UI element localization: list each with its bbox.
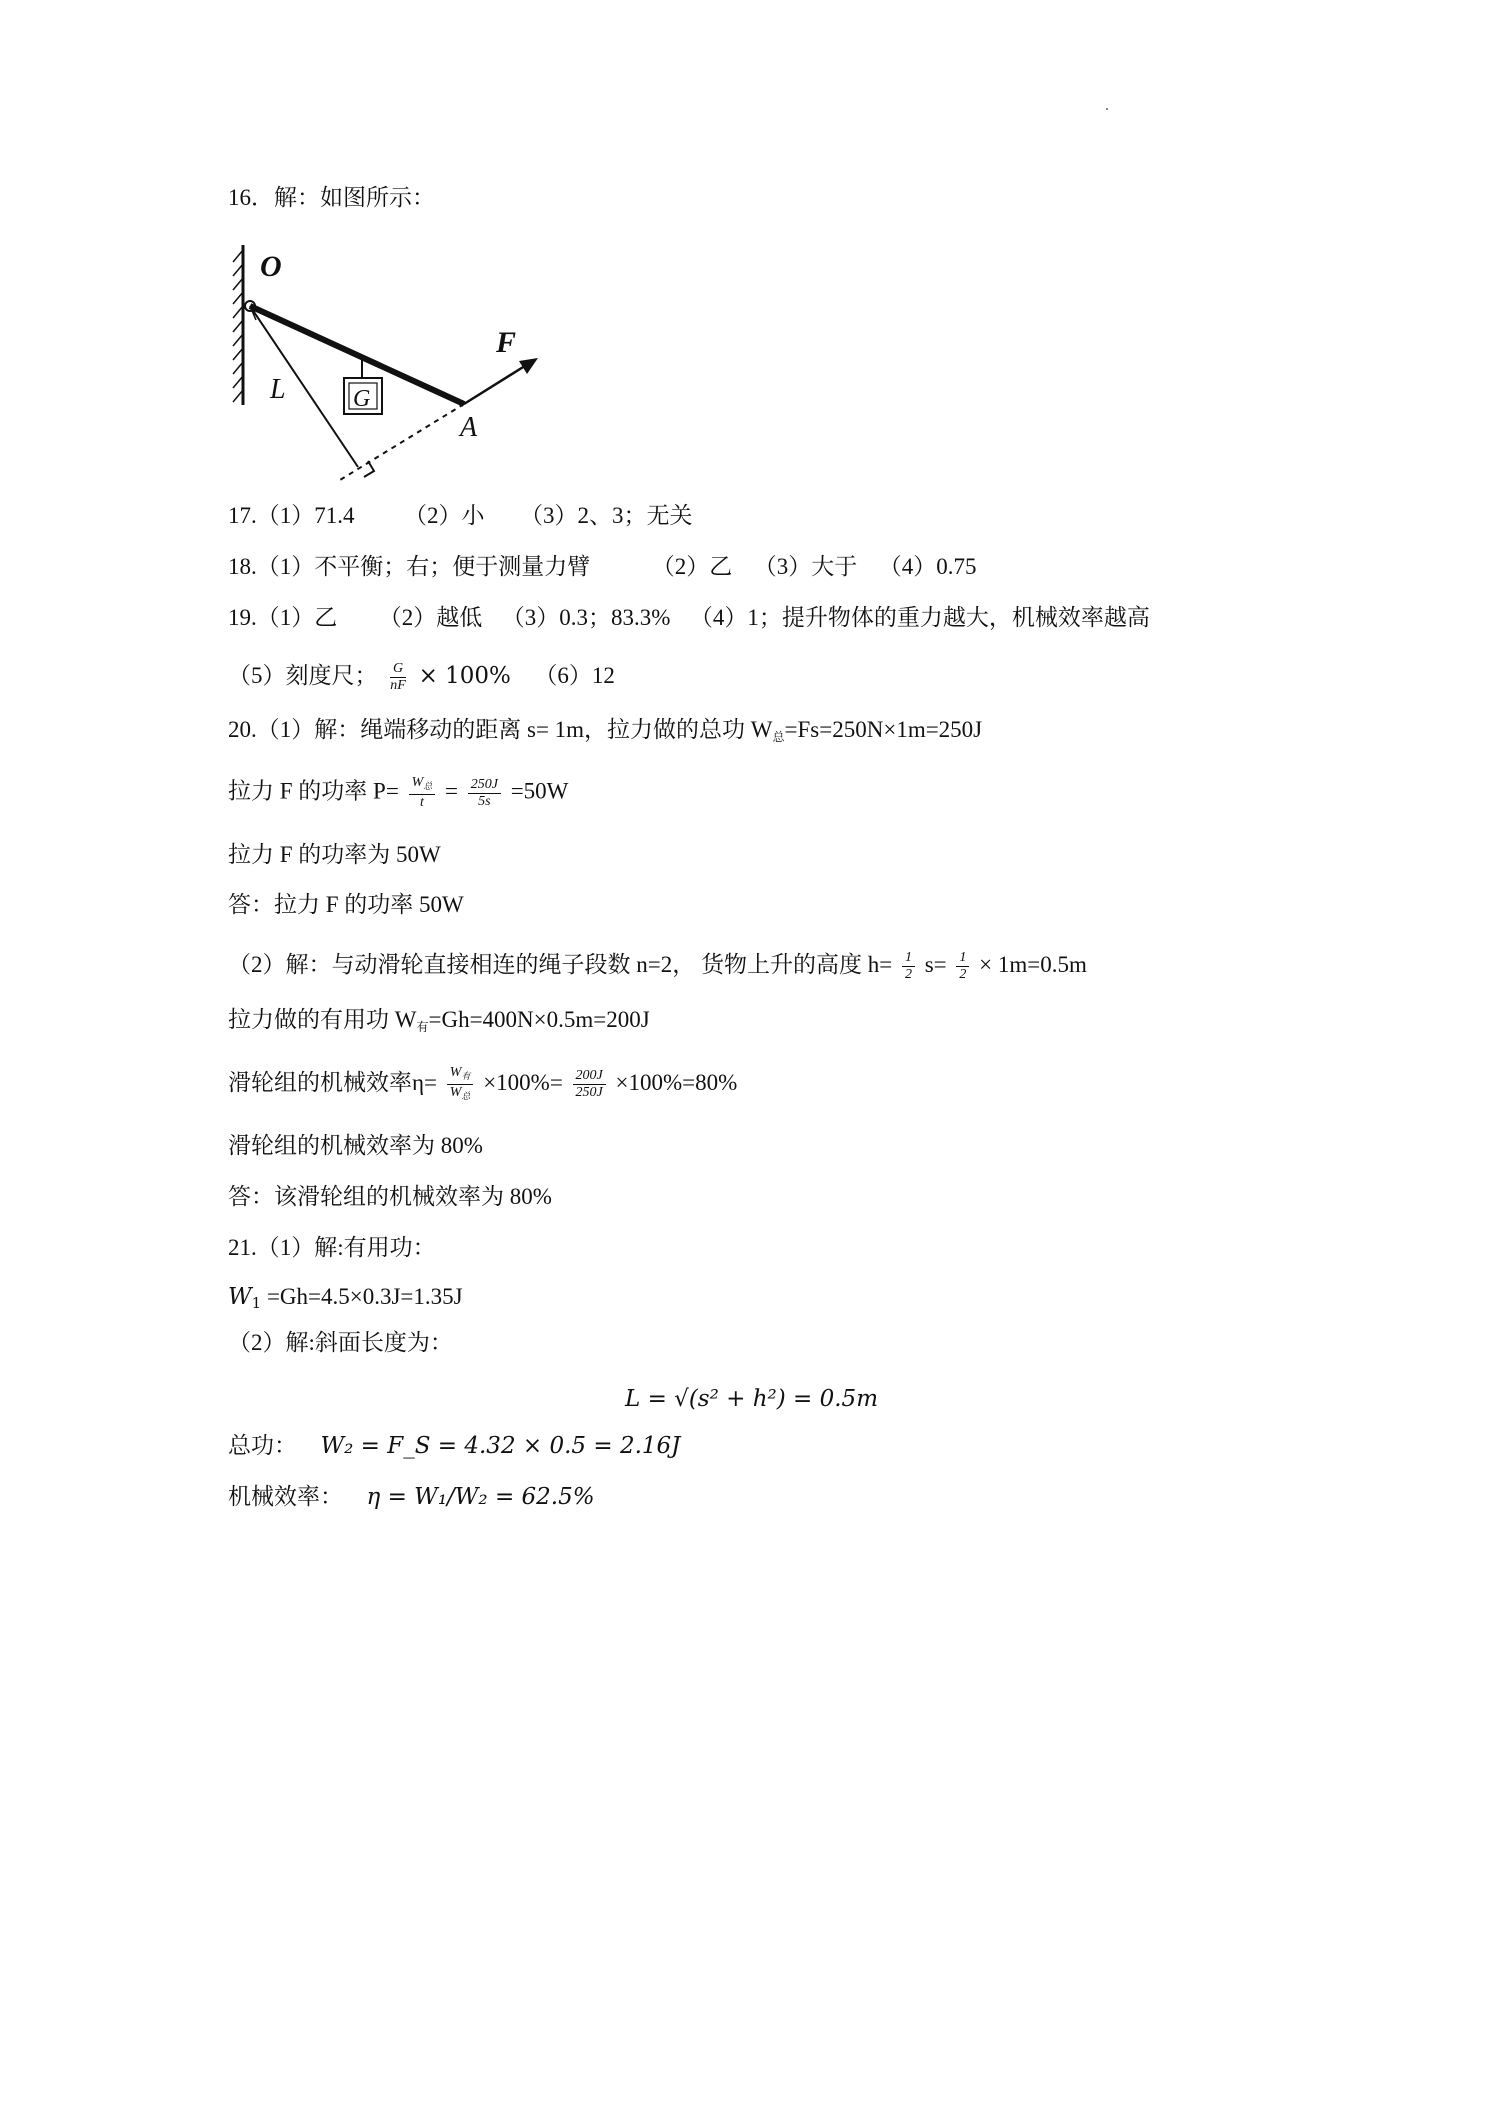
q21-line3: （2）解:斜面长度为：: [228, 1330, 453, 1355]
q18-part2: （2）乙: [651, 554, 733, 579]
efficiency-label: 机械效率：: [228, 1484, 343, 1509]
equals-sign: =: [445, 778, 458, 804]
half-fraction-2: $\frac{1}{2}$: [956, 950, 969, 983]
q16-heading: 16．解：如图所示：: [228, 185, 435, 210]
subscript-useful: 有: [416, 1020, 429, 1034]
subscript-total: 总: [772, 730, 785, 744]
q20-l1-result: =Fs=250N×1m=250J: [784, 717, 983, 742]
q20-line2: [228, 775, 568, 811]
efficiency-formula: η = W₁/W₂ = 62.5%: [366, 1484, 595, 1510]
q19-part5-tail: × 100%: [418, 663, 511, 689]
q19-line1: [228, 603, 1150, 633]
q21-line2: $W_1 =Gh=4.5\times 0.3J=1.35J$: [228, 1284, 463, 1312]
right-angle-mark: [364, 461, 374, 477]
efficiency-ratio-fraction: $\frac{W_有}{W_总}$: [447, 1065, 474, 1104]
q19-part4: （4）1；提升物体的重力越大，机械效率越高: [689, 605, 1150, 630]
label-a: A: [460, 412, 478, 443]
q20-l7-mid: ×100%=: [483, 1069, 563, 1095]
q19-part5-lead: （5）刻度尺；: [228, 663, 378, 688]
q20-line1: [228, 715, 982, 752]
q19-part6: （6）12: [534, 663, 615, 688]
q17-part2: （2）小: [404, 503, 485, 528]
q20-l1-text: 20.（1）解：绳端移动的距离 s= 1m，拉力做的总功 W: [228, 717, 773, 742]
q19-part3: （3）0.3；83.3%: [501, 605, 671, 630]
q20-line7: [228, 1065, 737, 1104]
q20-l7-result: ×100%=80%: [615, 1069, 738, 1095]
force-line-extension: [340, 404, 464, 480]
q18-line: [228, 552, 977, 582]
total-work-label: 总功：: [228, 1433, 297, 1458]
q20-l5-mid: s=: [924, 952, 947, 977]
q18-part1: 18.（1）不平衡；右；便于测量力臂: [228, 554, 591, 579]
label-g: G: [353, 386, 371, 412]
q20-line5: [228, 950, 1087, 983]
q20-line6: [228, 1005, 650, 1042]
q20-l6-text: 拉力做的有用功 W: [228, 1007, 417, 1032]
q20-l5-lead: （2）解：与动滑轮直接相连的绳子段数 n=2， 货物上升的高度 h=: [228, 952, 893, 977]
label-o: O: [260, 250, 282, 283]
half-fraction-1: $\frac{1}{2}$: [902, 950, 915, 983]
label-f: F: [496, 326, 517, 359]
force-arrow: [464, 364, 528, 404]
q19-line2: [228, 661, 615, 694]
q21-l2-result: =Gh=4.5×0.3J=1.35J: [266, 1284, 463, 1309]
power-fraction-1: $\frac{W_总}{t}$: [409, 775, 436, 811]
q21-line6: [228, 1482, 595, 1512]
q20-line4: 答：拉力 F 的功率 50W: [228, 892, 464, 917]
label-l: L: [270, 374, 286, 405]
q17-line: [228, 501, 693, 531]
q20-l2-lead: 拉力 F 的功率 P=: [228, 778, 399, 804]
power-fraction-2: $\frac{250J}{5s}$: [468, 777, 501, 810]
q19-part2: （2）越低: [378, 605, 483, 630]
q20-l6-result: =Gh=400N×0.5m=200J: [428, 1007, 650, 1032]
q21-line1: 21.（1）解:有用功：: [228, 1235, 436, 1260]
q17-part1: 17.（1）71.4: [228, 503, 355, 528]
corner-mark: [1106, 108, 1108, 110]
lever-diagram: [228, 240, 548, 490]
q18-part4: （4）0.75: [878, 554, 977, 579]
q20-line3: 拉力 F 的功率为 50W: [228, 842, 441, 867]
q20-line8: 滑轮组的机械效率为 80%: [228, 1133, 483, 1158]
q18-part3: （3）大于: [753, 554, 858, 579]
efficiency-fraction: $\frac{G}{nF}$: [390, 661, 406, 694]
q21-line5: [228, 1431, 680, 1461]
q19-part1: 19.（1）乙: [228, 605, 338, 630]
q20-l7-lead: 滑轮组的机械效率η=: [228, 1069, 437, 1095]
w1-symbol: W: [228, 1284, 252, 1310]
q17-part3: （3）2、3；无关: [520, 503, 693, 528]
incline-length-formula: L = √(s² + h²) = 0.5m: [625, 1386, 878, 1412]
efficiency-value-fraction: $\frac{200J}{250J}$: [573, 1068, 606, 1101]
q20-l2-result: =50W: [510, 778, 569, 804]
q20-l5-result: × 1m=0.5m: [979, 952, 1087, 977]
q20-line9: 答：该滑轮组的机械效率为 80%: [228, 1184, 552, 1209]
total-work-formula: W₂ = F_S = 4.32 × 0.5 = 2.16J: [320, 1433, 681, 1459]
